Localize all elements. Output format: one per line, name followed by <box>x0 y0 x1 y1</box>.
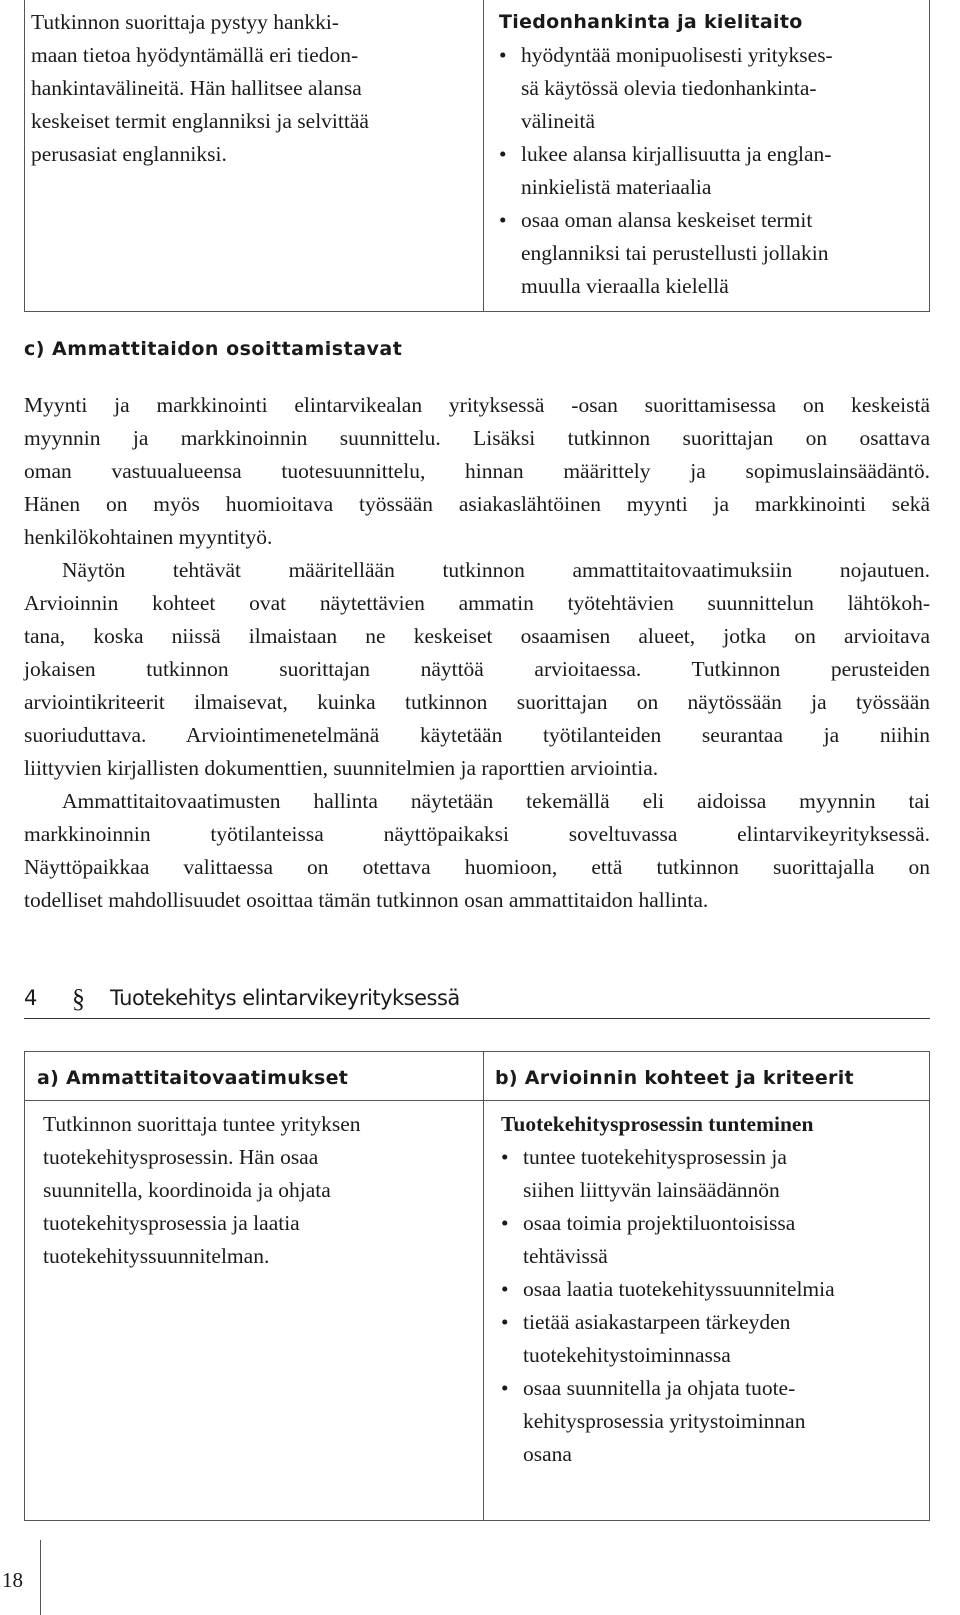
paragraph-line: henkilökohtainen myyntityö. <box>24 525 273 549</box>
bottom-right-cell <box>501 1108 921 1471</box>
paragraph-line: Näytön tehtävät määritellään tutkinnon ammattitaitovaatimuksiin nojautuen. <box>62 558 930 582</box>
top-criteria-table <box>24 0 930 312</box>
text-line: hankintavälineitä. Hän hallitsee alansa <box>31 76 362 100</box>
table-column-divider <box>483 0 484 311</box>
bullet-line: tuotekehitystoiminnassa <box>523 1343 731 1367</box>
text-line: Tutkinnon suorittaja tuntee yrityksen <box>43 1112 361 1136</box>
page-number-box <box>0 1540 41 1615</box>
text-line: Tutkinnon suorittaja pystyy hankki- <box>31 10 339 34</box>
bullet-line: tehtävissä <box>523 1244 608 1268</box>
section-4-heading <box>24 978 930 1019</box>
paragraph-line: todelliset mahdollisuudet osoittaa tämän tutkinnon osan ammattitaidon hallinta. <box>24 888 709 912</box>
section-symbol: § <box>72 984 85 1013</box>
paragraph-line: Ammattitaitovaatimusten hallinta näytetään tekemällä eli aidoissa myynnin tai <box>62 789 930 813</box>
table-column-divider <box>483 1052 484 1520</box>
bullet-item <box>499 204 929 303</box>
paragraph-line: Myynti ja markkinointi elintarvikealan yrityksessä -osan suorittamisessa on keskeistä <box>24 393 930 417</box>
bullet-line: • osaa suunnitella ja ohjata tuote- <box>523 1376 796 1400</box>
bullet-item <box>501 1372 921 1471</box>
text-line: suunnitella, koordinoida ja ohjata <box>43 1178 331 1202</box>
bullet-item <box>501 1207 921 1273</box>
section-title: Tuotekehitys elintarvikeyrityksessä <box>110 986 460 1010</box>
text-line: tuotekehitysprosessia ja laatia <box>43 1211 300 1235</box>
paragraph-line: suoriuduttava. Arviointimenetelmänä käytetään työtilanteiden seurantaa ja niihin <box>24 723 930 747</box>
page-number: 18 <box>2 1568 23 1592</box>
text-line: tuotekehitysprosessin. Hän osaa <box>43 1145 319 1169</box>
bullet-item <box>499 39 929 138</box>
bullet-line: • tuntee tuotekehitysprosessin ja <box>523 1145 787 1169</box>
paragraph-line: tana, koska niissä ilmaistaan ne keskeiset osaamisen alueet, jotka on arvioitava <box>24 624 930 648</box>
text-line: perusasiat englanniksi. <box>31 142 227 166</box>
bullet-line: osana <box>523 1442 572 1466</box>
section-c-body <box>24 389 930 917</box>
bullet-line: englanniksi tai perustellusti jollakin <box>521 241 829 265</box>
bullet-item <box>499 138 929 204</box>
bullet-line: muulla vieraalla kielellä <box>521 274 729 298</box>
top-right-cell <box>499 6 929 303</box>
paragraph-line: jokaisen tutkinnon suorittajan näyttöä arvioitaessa. Tutkinnon perusteiden <box>24 657 930 681</box>
text-line: maan tietoa hyödyntämällä eri tiedon- <box>31 43 359 67</box>
top-right-heading: Tiedonhankinta ja kielitaito <box>499 11 803 33</box>
paragraph-line: arviointikriteerit ilmaisevat, kuinka tutkinnon suorittajan on näytössään ja työssään <box>24 690 930 714</box>
bullet-line: • osaa toimia projektiluontoisissa <box>523 1211 796 1235</box>
bullet-line: ninkielistä materiaalia <box>521 175 712 199</box>
bullet-line: kehitysprosessia yritystoiminnan <box>523 1409 806 1433</box>
section-number: 4 <box>24 986 37 1010</box>
paragraph-line: oman vastuualueensa tuotesuunnittelu, hinnan määrittely ja sopimuslainsäädäntö. <box>24 459 930 483</box>
bottom-right-bullet-list <box>501 1141 921 1471</box>
paragraph-line: liittyvien kirjallisten dokumenttien, suunnitelmien ja raporttien arviointia. <box>24 756 659 780</box>
top-left-cell <box>31 6 471 171</box>
paragraph-line: Arvioinnin kohteet ovat näytettävien ammatin työtehtävien suunnittelun lähtökoh- <box>24 591 930 615</box>
header-ammattitaitovaatimukset: a) Ammattitaitovaatimukset <box>37 1067 349 1089</box>
paragraph-line: myynnin ja markkinoinnin suunnittelu. Lisäksi tutkinnon suorittajan on osattava <box>24 426 930 450</box>
bullet-line: • lukee alansa kirjallisuutta ja englan- <box>521 142 832 166</box>
paragraph-line: Näyttöpaikkaa valittaessa on otettava huomioon, että tutkinnon suorittajalla on <box>24 855 930 879</box>
text-line: keskeiset termit englanniksi ja selvittää <box>31 109 369 133</box>
bullet-line: • osaa oman alansa keskeiset termit <box>521 208 813 232</box>
bullet-item <box>501 1141 921 1207</box>
bullet-line: siihen liittyvän lainsäädännön <box>523 1178 780 1202</box>
bullet-line: välineitä <box>521 109 596 133</box>
bottom-right-subheading: Tuotekehitysprosessin tunteminen <box>501 1112 814 1136</box>
paragraph-line: markkinoinnin työtilanteissa näyttöpaikaksi soveltuvassa elintarvikeyrityksessä. <box>24 822 930 846</box>
table-header-divider <box>25 1100 929 1101</box>
paragraph-line: Hänen on myös huomioitava työssään asiakaslähtöinen myynti ja markkinointi sekä <box>24 492 930 516</box>
bottom-left-cell <box>43 1108 463 1273</box>
bullet-line: • tietää asiakastarpeen tärkeyden <box>523 1310 791 1334</box>
bullet-item <box>501 1273 921 1306</box>
bullet-line: • hyödyntää monipuolisesti yritykses- <box>521 43 833 67</box>
section-c-heading: c) Ammattitaidon osoittamistavat <box>24 338 403 360</box>
bullet-item <box>501 1306 921 1372</box>
top-right-bullet-list <box>499 39 929 303</box>
header-arvioinnin-kohteet: b) Arvioinnin kohteet ja kriteerit <box>495 1067 854 1089</box>
bullet-line: sä käytössä olevia tiedonhankinta- <box>521 76 817 100</box>
bottom-criteria-table <box>24 1051 930 1521</box>
bullet-line: • osaa laatia tuotekehityssuunnitelmia <box>523 1277 835 1301</box>
text-line: tuotekehityssuunnitelman. <box>43 1244 270 1268</box>
